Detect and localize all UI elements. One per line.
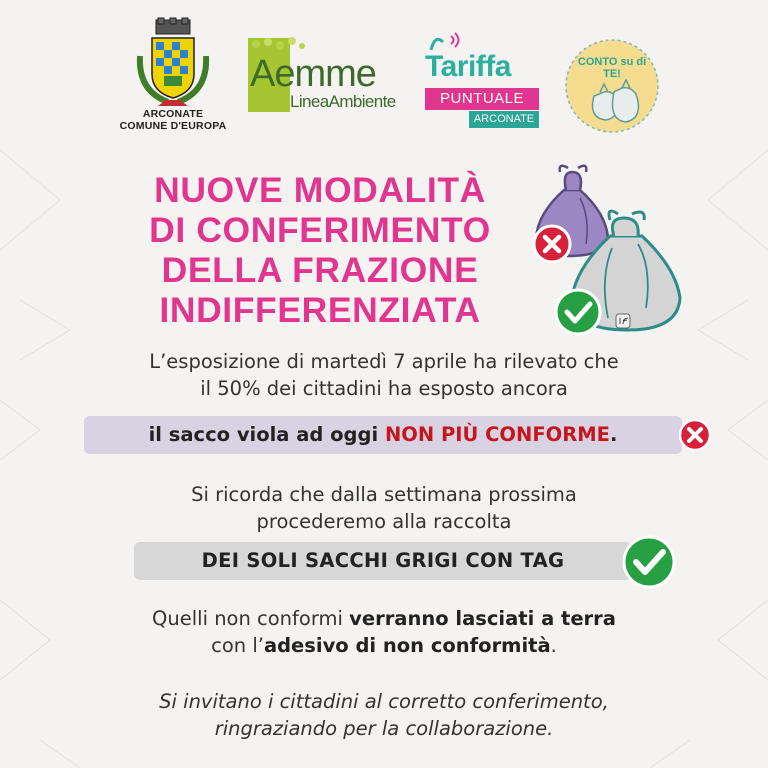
checkmark-icon <box>556 290 600 334</box>
comune-caption: ARCONATE COMUNE D'EUROPA <box>119 108 227 132</box>
aemme-logo <box>248 38 408 113</box>
tariffa-arconate-band: ARCONATE <box>469 111 539 128</box>
comune-logo <box>108 16 238 136</box>
aemme-wordmark: Aemme <box>250 53 376 95</box>
conto-su-di-te-logo <box>564 38 660 134</box>
paragraph-reminder: Si ricorda che dalla settimana prossima procederemo alla raccolta <box>191 483 577 533</box>
coat-of-arms-icon <box>108 16 238 108</box>
headline <box>100 170 540 330</box>
x-mark-icon <box>534 226 570 262</box>
checkmark-icon <box>622 535 676 589</box>
tariffa-puntuale-band: PUNTUALE <box>425 88 539 110</box>
headline-line4: INDIFFERENZIATA <box>159 290 481 330</box>
conto-text: CONTO su di TE! <box>577 56 647 80</box>
bags-illustration <box>528 158 688 338</box>
grey-pill-text: DEI SOLI SACCHI GRIGI CON TAG <box>201 549 565 572</box>
tariffa-word: Tariffa <box>425 50 511 83</box>
headline-line2: DI CONFERIMENTO <box>149 210 491 250</box>
non-conforme-text: NON PIÙ CONFORME <box>384 423 610 446</box>
purple-pill-text: il sacco viola ad oggi NON PIÙ CONFORME. <box>148 423 618 446</box>
x-mark-icon <box>678 418 712 452</box>
aemme-subtitle: LineaAmbiente <box>290 92 396 111</box>
bag-tag-icon <box>425 32 465 52</box>
tariffa-puntuale-logo <box>425 38 540 130</box>
paragraph-exposure: L’esposizione di martedì 7 aprile ha rilevato che il 50% dei cittadini ha esposto ancora <box>149 350 619 400</box>
paragraph-invitation: Si invitano i cittadini al corretto conferimento, ringraziando per la collaborazione. <box>159 690 609 740</box>
paragraph-non-compliant: Quelli non conformi verranno lasciati a terra con l’adesivo di non conformità. <box>152 607 616 657</box>
headline-line1: NUOVE MODALITÀ <box>154 170 486 210</box>
headline-line3: DELLA FRAZIONE <box>161 250 479 290</box>
